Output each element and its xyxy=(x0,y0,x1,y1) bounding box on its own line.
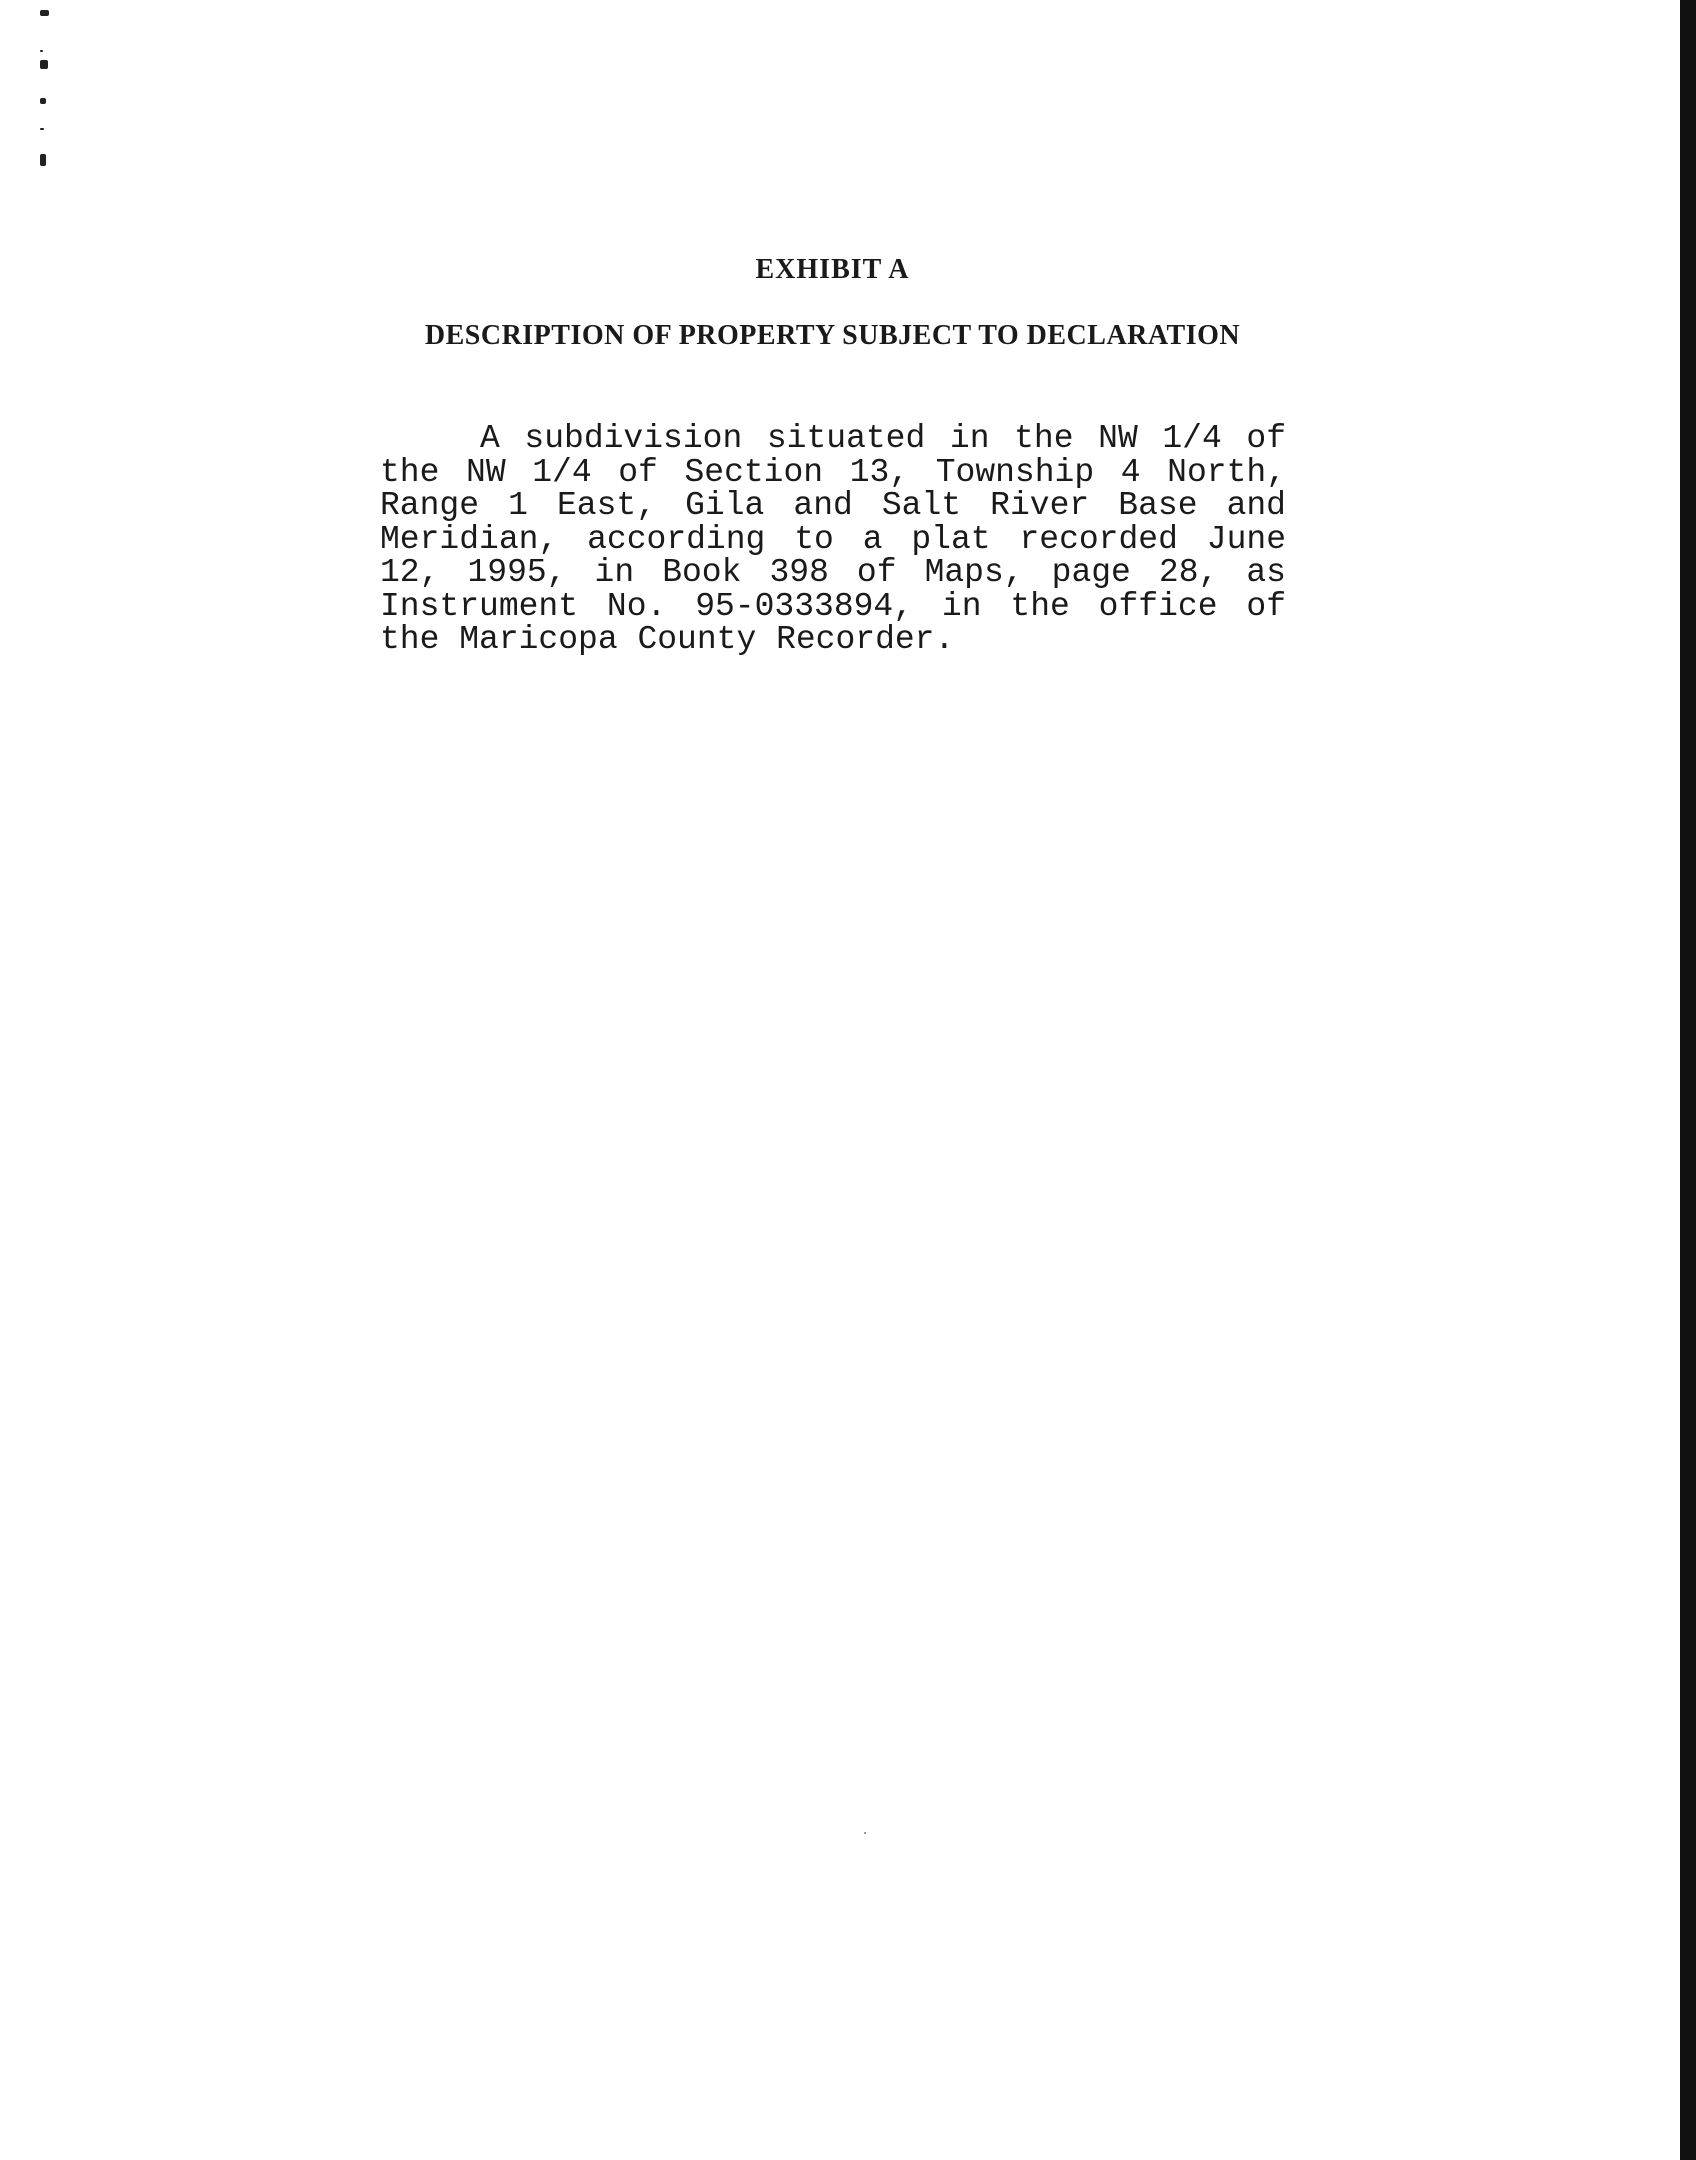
property-description xyxy=(380,422,1286,657)
exhibit-subtitle: DESCRIPTION OF PROPERTY SUBJECT TO DECLARATION xyxy=(424,320,1241,351)
description-line: 12, 1995, in Book 398 of Maps, page 28, as xyxy=(380,554,1286,591)
scan-artifacts xyxy=(40,0,60,180)
description-line: Meridian, according to a plat recorded June xyxy=(380,520,1286,558)
description-line: the Maricopa County Recorder. xyxy=(380,621,955,658)
scan-speck xyxy=(864,1832,866,1834)
exhibit-title: EXHIBIT A xyxy=(755,254,910,285)
description-line: A subdivision situated in the NW 1/4 of xyxy=(480,420,1286,457)
description-line: Instrument No. 95-0333894, in the office of xyxy=(380,587,1286,625)
description-line: Range 1 East, Gila and Salt River Base and xyxy=(380,487,1286,524)
description-line: the NW 1/4 of Section 13, Township 4 North, xyxy=(380,453,1286,491)
scan-edge-border xyxy=(1680,0,1696,2160)
